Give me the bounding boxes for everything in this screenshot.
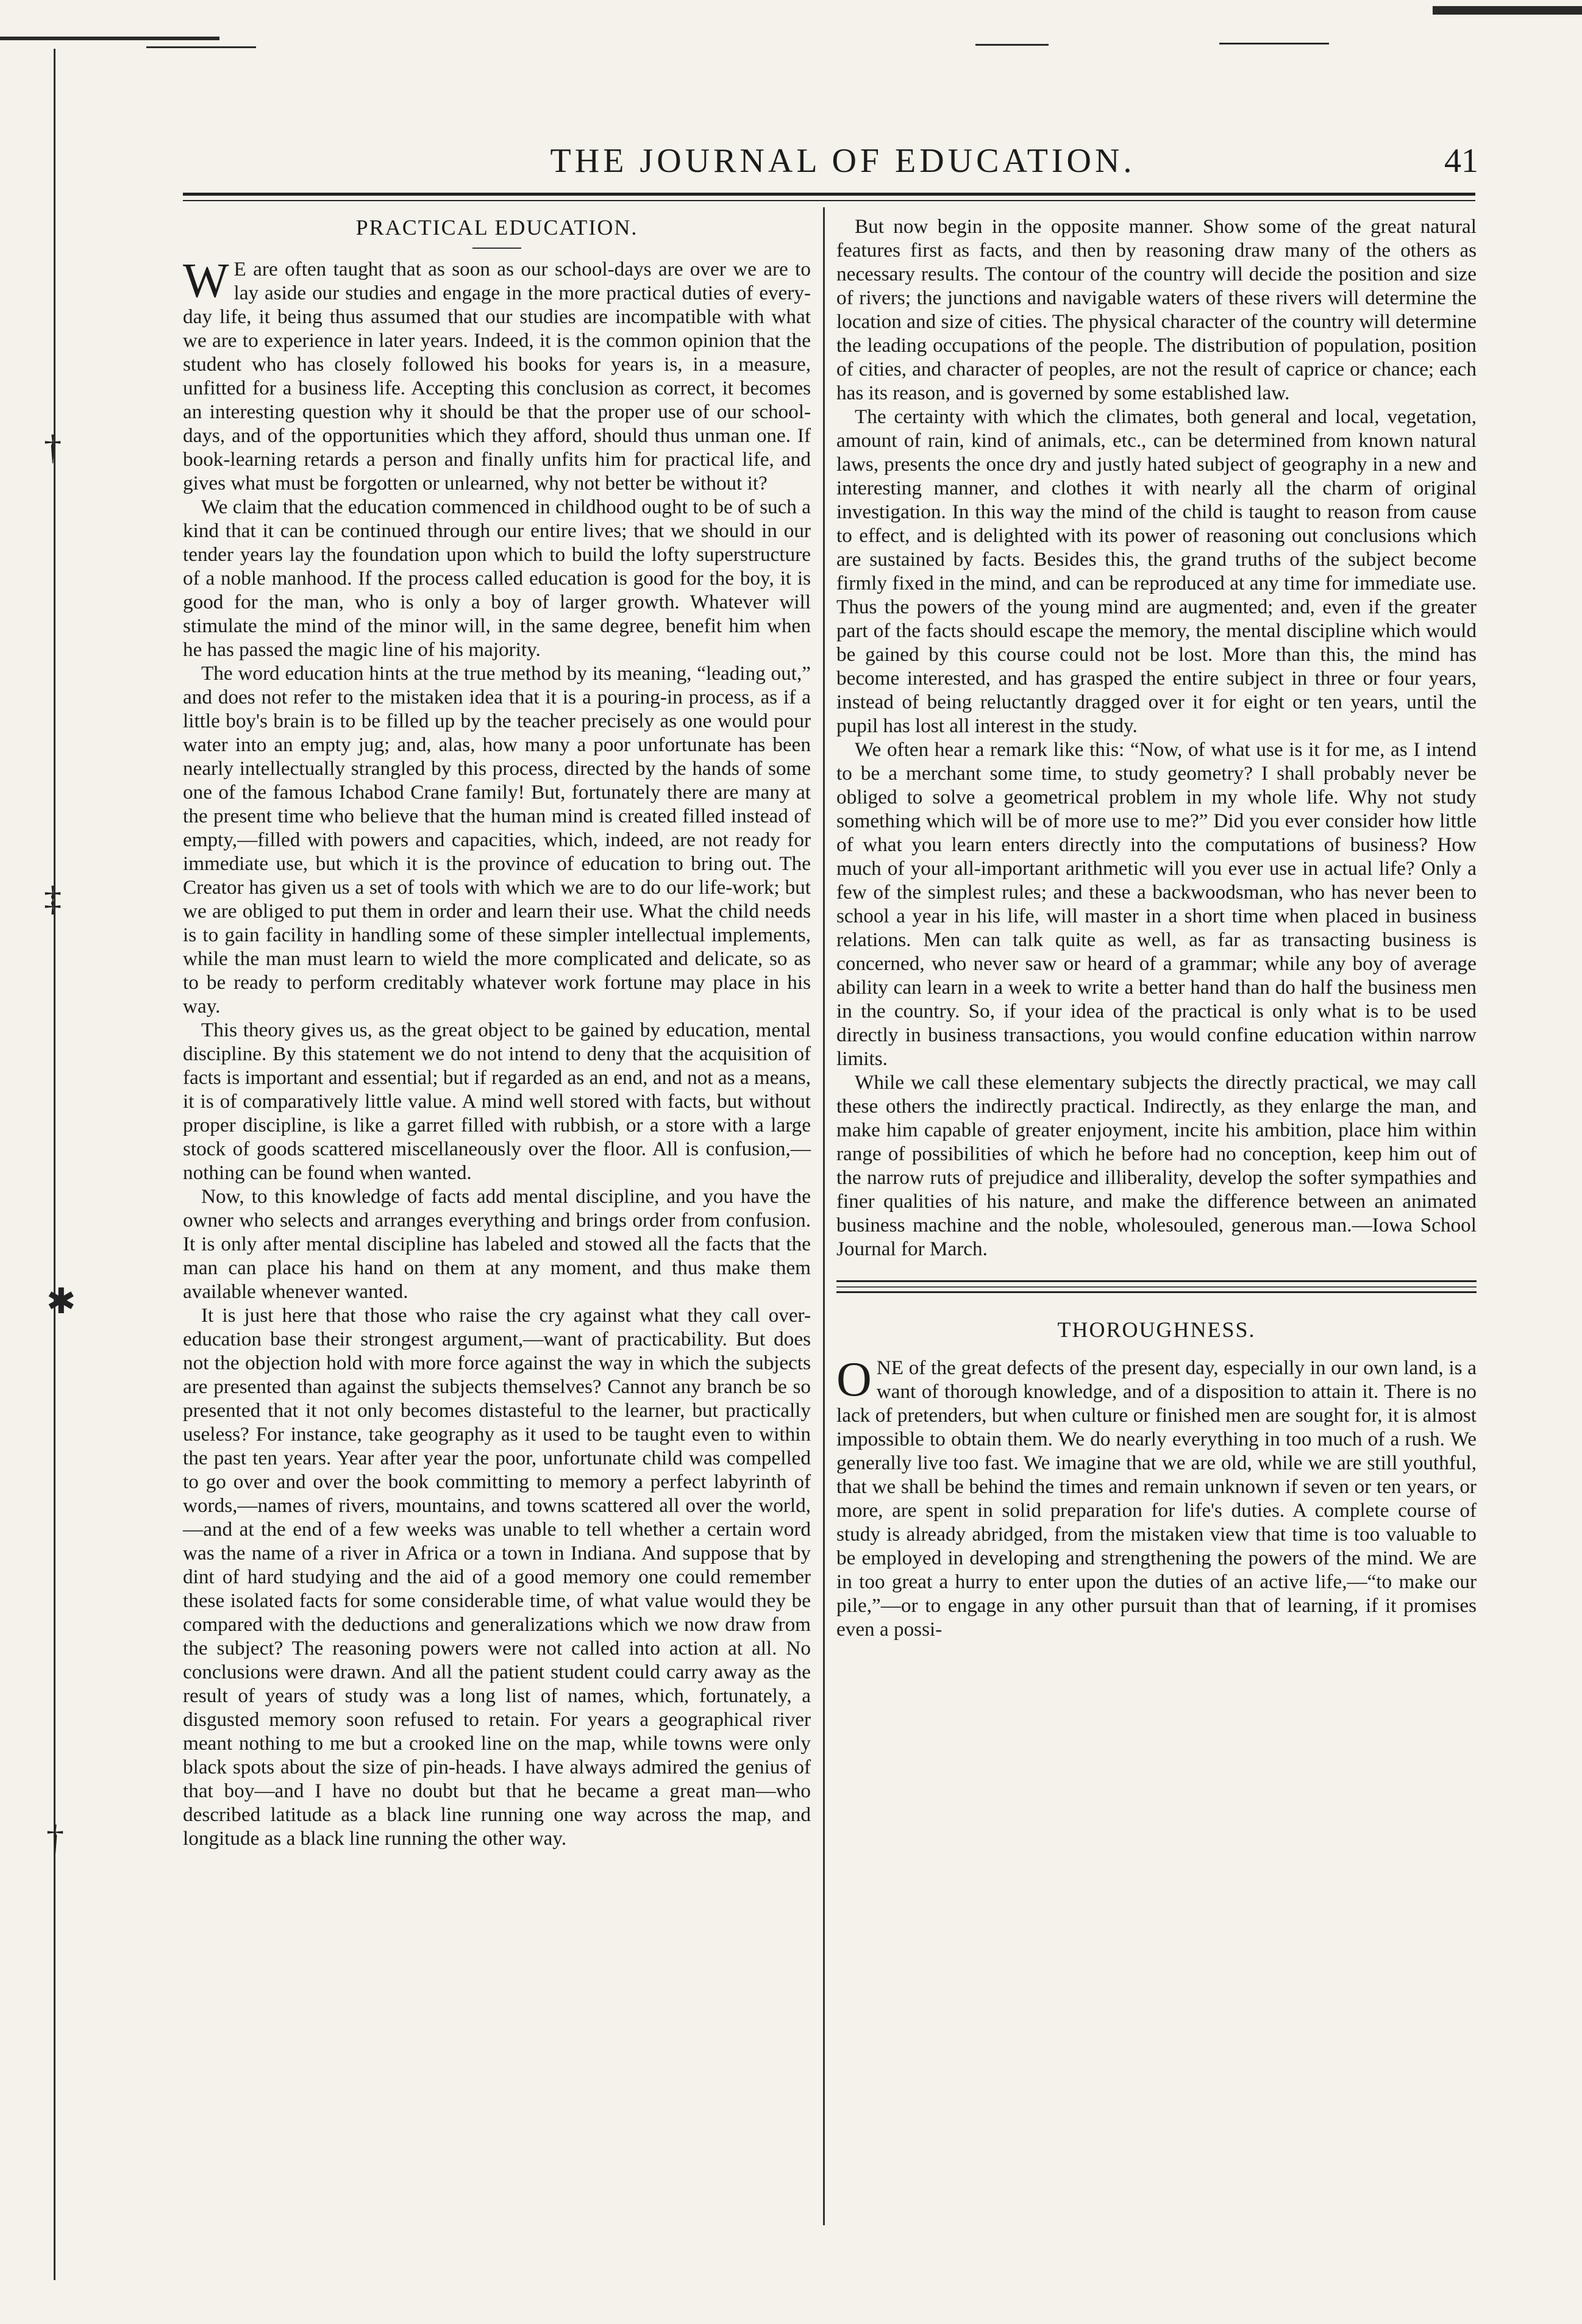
paragraph: The word education hints at the true method by its meaning, “leading out,” and does not refer to the mistaken idea that it is a pouring-in process, as if a little boy's brain is to be filled up by the teacher precisely as one would pour water into an empty jug; and, alas, how many a poor unfortunate has been nearly intellectually strangled by this process, directed by the hands of some one of the famous Ichabod Crane family! But, fortunately there are many at the present time who believe that the human mind is created filled instead of empty,—filled with powers and capacities, which, indeed, are not ready for immediate use, but which it is the province of education to bring out. The Creator has given us a set of tools with which we are to do our life-work; but we are obliged to put them in order and learn their use. What the child needs is to gain facility in handling some of these simpler intellectual implements, while the man must learn to wield the more complicated and delicate, so as to be ready to perform creditably whatever work fortune may place in his way. — [183, 662, 811, 1018]
margin-mark: ✱ — [46, 1281, 76, 1321]
title-rule — [472, 248, 521, 249]
paragraph-text: NE of the great defects of the present day, especially in our own land, is a want of thorough knowledge, and of a disposition to attain it. There is no lack of pretenders, but when culture or finished men are sought for, it is almost impossible to obtain them. We do nearly everything in too much of a rush. We generally live too fast. We imagine that we are old, while we are still youthful, that we shall be behind the times and remain unknown if seven or ten years, or more, are spent in solid preparation for life's duties. A complete course of study is already abridged, from the mistaken view that time is too valuable to be employed in developing and strengthening the powers of the mind. We are in too great a hurry to enter upon the duties of an active life,—“to make our pile,”—or to engage in any other pursuit than that of learning, if it promises even a possi- — [836, 1356, 1477, 1641]
header-rule — [183, 193, 1475, 196]
running-header — [207, 141, 1478, 190]
column-divider — [823, 207, 825, 2225]
article-title: PRACTICAL EDUCATION. — [355, 215, 638, 240]
header-rule-thin — [183, 200, 1475, 201]
paragraph: The certainty with which the climates, both general and local, vegetation, amount of rain, kind of animals, etc., can be determined from known natural laws, presents the once dry and justly hated subject of geography in a new and interesting manner, and clothes it with nearly all the charm of original investigation. In this way the mind of the child is taught to reason from cause to effect, and is delighted with its power of reasoning out conclusions which are sustained by facts. Besides this, the grand truths of the subject become firmly fixed in the mind, and can be reproduced at any time for immediate use. Thus the powers of the young mind are augmented; and, even if the greater part of the facts should escape the memory, the mental discipline which would be gained by this course could not be lost. More than this, the mind has become interested, and has grasped the entire subject in three or four years, instead of being reluctantly dragged over it for eight or ten years, until the pupil has lost all interest in the study. — [836, 405, 1477, 737]
margin-mark: † — [44, 427, 62, 467]
margin-mark: ‡ — [44, 879, 62, 918]
page-number: 41 — [1444, 142, 1478, 180]
paragraph: It is just here that those who raise the cry against what they call over-education base their strongest argument,—want of practicability. But does not the objection hold with more force against the way in which the subjects are presented than against the subjects themselves? Cannot any branch be so presented that it not only becomes distasteful to the learner, but practically useless? For instance, take geography as it used to be taught even to within the past ten years. Year after year the poor, unfortunate child was compelled to go over and over the book committing to memory a perfect labyrinth of words,—names of rivers, mountains, and towns scattered all over the world,—and at the end of a few weeks was unable to tell whether a certain word was the name of a river in Africa or a town in Indiana. And suppose that by dint of hard studying and the aid of a good memory one could remember these isolated facts for some considerable time, of what value would they be compared with the deductions and generalizations which we now draw from the subject? The reasoning powers were not called into action at all. No conclusions were drawn. And all the patient student could carry away as the result of years of study was a long list of names, which, fortunately, a disgusted memory soon refused to retain. For years a geographical river meant nothing to me but a crooked line on the map, while towns were only black spots about the size of pin-heads. I have always admired the genius of that boy—and I have no doubt but that he became a great man—who described latitude as a black line running one way across the map, and longitude as a black line running the other way. — [183, 1304, 811, 1850]
column-right — [836, 215, 1477, 1641]
paragraph-text: E are often taught that as soon as our school-days are over we are to lay aside our studies and engage in the more practical duties of every-day life, it being thus assumed that our studies are incompatible with what we are to experience in later years. Indeed, it is the common opinion that the student who has closely followed his books for years is, in a measure, unfitted for a business life. Accepting this conclusion as correct, it becomes an interesting question why it should be that the proper use of our school-days, and of the opportunities which they afford, should thus unman one. If book-learning retards a person and finally unfits him for practical life, and gives what must be forgotten or unlearned, why not better be without it? — [183, 258, 811, 494]
drop-cap: W — [183, 254, 229, 308]
paragraph: We claim that the education commenced in childhood ought to be of such a kind that it can be continued through our entire lives; that we should in our tender years lay the foundation upon which to build the lofty superstructure of a noble manhood. If the process called education is good for the boy, it is good for the man, who is only a boy of larger growth. Whatever will stimulate the mind of the minor will, in the same degree, benefit him when he has passed the magic line of his majority. — [183, 496, 811, 661]
paragraph: We often hear a remark like this: “Now, of what use is it for me, as I intend to be a merchant some time, to study geometry? I shall probably never be obliged to solve a geometrical problem in my whole life. Why not study something which will be of more use to me?” Did you ever consider how little of what you learn enters directly into the computations of business? How much of your all-important arithmetic will you ever use in actual life? Only a few of the simplest rules; and these a backwoodsman, who has never been to school a year in his life, will master in a short time when placed in business relations. Men can talk quite as well, as far as transacting business is concerned, who never saw or heard of a grammar; while any boy of average ability can learn in a week to write a better hand than do half the business men in the country. So, if your idea of the practical is only what is to be used directly in business transactions, you would confine education within narrow limits. — [836, 738, 1477, 1070]
paragraph: While we call these elementary subjects the directly practical, we may call these others the indirectly practical. Indirectly, as they enlarge the man, and make him capable of greater enjoyment, incite his ambition, place him within range of possibilities of which he before had no conception, keep him out of the narrow ruts of prejudice and illiberality, develop the softer sympathies and finer qualities of his nature, and make the difference between an animated business machine and the noble, wholesouled, generous man.—Iowa School Journal for March. — [836, 1071, 1477, 1260]
paragraph: But now begin in the opposite manner. Show some of the great natural features first as facts, and then by reasoning draw many of the others as necessary results. The contour of the country will decide the position and size of rivers; the junctions and navigable waters of these rivers will determine the location and size of cities. The physical character of the country will determine the leading occupations of the people. The distribution of population, position of cities, and character of peoples, are not the result of caprice or chance; each has its reason, and is governed by some established law. — [836, 215, 1477, 404]
column-left — [183, 215, 811, 1850]
paragraph: Now, to this knowledge of facts add mental discipline, and you have the owner who selects and arranges everything and brings order from confusion. It is only after mental discipline has labeled and stowed all the facts that the man can place his hand on them at any moment, and thus make them available whenever wanted. — [183, 1185, 811, 1303]
article-title: THOROUGHNESS. — [1057, 1317, 1256, 1342]
article-separator — [836, 1275, 1477, 1300]
margin-mark: † — [46, 1817, 64, 1857]
paragraph — [836, 1353, 1477, 1641]
scan-edge-marks — [0, 0, 1582, 85]
paragraph — [183, 254, 811, 495]
journal-title: THE JOURNAL OF EDUCATION. — [550, 142, 1136, 180]
drop-cap: O — [836, 1353, 872, 1406]
scan-left-edge — [54, 49, 55, 2280]
paragraph: This theory gives us, as the great object to be gained by education, mental discipline. By this statement we do not intend to deny that the acquisition of facts is important and essential; but if regarded as an end, and not as a means, it is of comparatively little value. A mind well stored with facts, but without proper discipline, is like a garret filled with rubbish, or a store with a large stock of goods scattered miscellaneously over the floor. All is confusion,—nothing can be found when wanted. — [183, 1019, 811, 1184]
